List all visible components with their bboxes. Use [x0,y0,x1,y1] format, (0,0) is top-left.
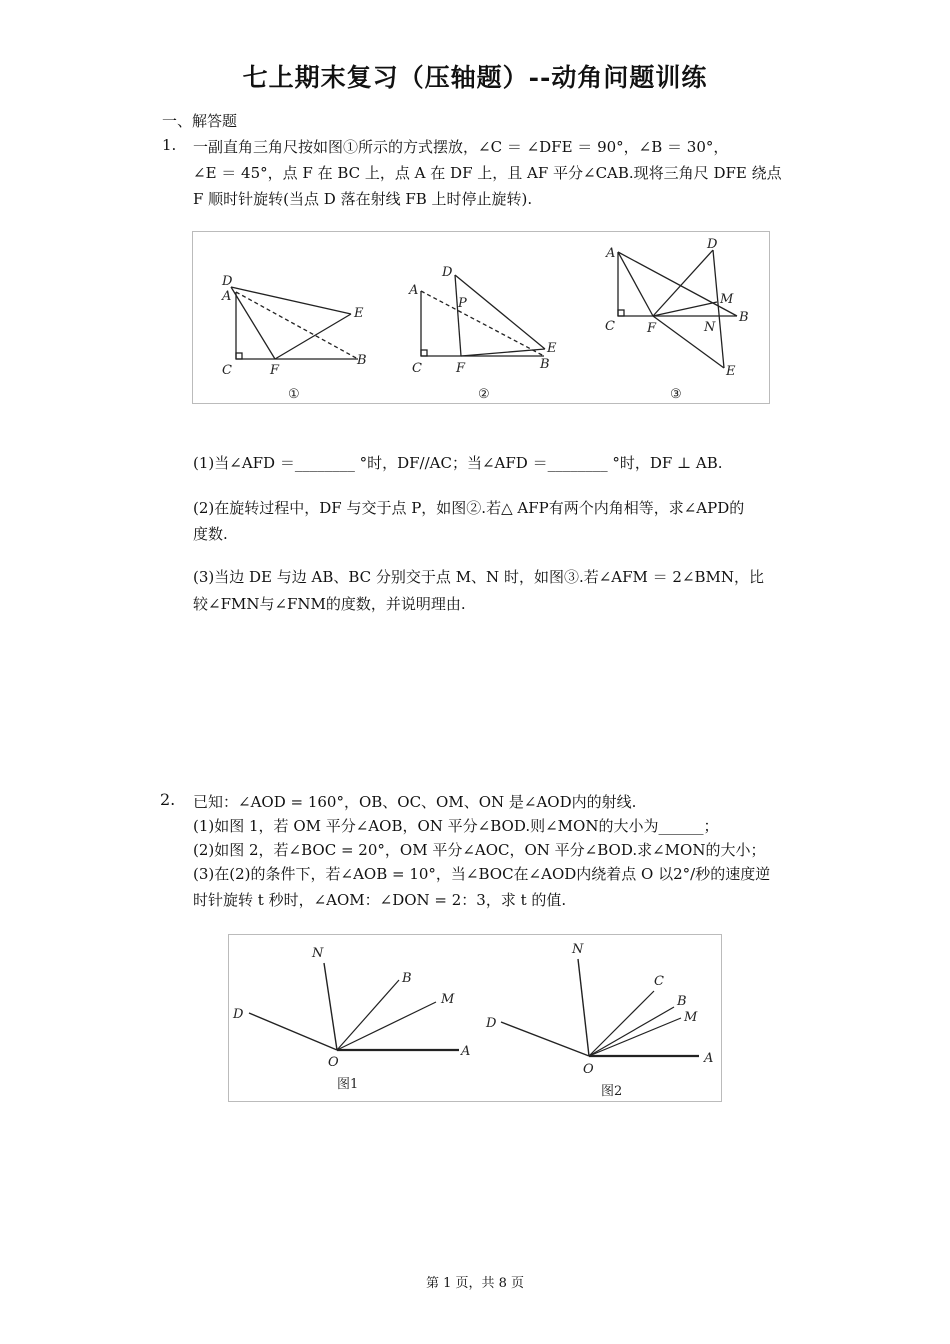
question-1-number: 1. [162,136,177,154]
d2-label-F: F [456,361,466,376]
question-1-figure [192,231,770,404]
f2-ray-ON [578,959,589,1056]
d3-label-F: F [647,321,657,336]
question-1-part-1: (1)当∠AFD ＝________ °时，DF//AC；当∠AFD ＝________ °时，DF ⊥ AB. [193,454,723,472]
d3-edge-FM [653,302,717,316]
f2-label-N: N [572,942,584,957]
f1-label-N: N [312,946,324,961]
question-2-line-1: 已知：∠AOD = 160°，OB、OC、OM、ON 是∠AOD内的射线. [193,793,637,811]
d2-right-angle [421,350,427,356]
d2-edge-AB [421,291,544,356]
d3-label-C: C [605,319,615,334]
d1-edge-DE [231,287,351,314]
d3-label-D: D [707,237,718,252]
ray-diagrams [229,935,721,1101]
d2-caption: ② [478,387,490,402]
d2-edge-FE [461,349,545,356]
question-1-line-3: F 顺时针旋转(当点 D 落在射线 FB 上时停止旋转). [193,190,533,208]
d1-edge-DF [231,287,275,359]
question-2-line-3: (2)如图 2，若∠BOC = 20°，OM 平分∠AOC，ON 平分∠BOD.求∠MON的大小； [193,841,766,859]
d3-label-B: B [739,310,749,325]
question-2-line-2: (1)如图 1，若 OM 平分∠AOB，ON 平分∠BOD.则∠MON的大小为______； [193,817,719,835]
f1-label-D: D [233,1007,244,1022]
triangle-diagrams [193,232,769,403]
f2-label-A: A [704,1051,714,1066]
d1-label-E: E [354,306,364,321]
d1-label-F: F [270,363,280,378]
d1-label-D: D [222,274,233,289]
d2-edge-DE [455,275,545,349]
d1-label-C: C [222,363,232,378]
f1-ray-OB [337,980,399,1050]
f1-caption: 图1 [337,1077,359,1092]
f2-label-B: B [677,994,687,1009]
question-1-part-2-line-1: (2)在旋转过程中，DF 与交于点 P，如图②.若△ AFP有两个内角相等，求∠APD的 [193,499,745,517]
d2-label-B: B [540,357,550,372]
figure-1 [249,963,459,1050]
question-2-line-5: 时针旋转 t 秒时，∠AOM：∠DON = 2：3，求 t 的值. [193,891,567,909]
d2-label-P: P [458,296,467,311]
f2-ray-OM [589,1018,681,1056]
page-footer: 第 1 页，共 8 页 [425,1276,525,1291]
f2-label-C: C [654,974,664,989]
f1-label-B: B [402,971,412,986]
question-2-figure [228,934,722,1102]
d2-edge-DF [455,275,461,356]
d1-label-B: B [357,353,367,368]
f1-label-O: O [328,1055,339,1070]
f2-ray-OD [501,1022,589,1056]
d3-label-N: N [704,320,716,335]
d2-label-D: D [442,265,453,280]
f2-label-D: D [486,1016,497,1031]
d3-edge-DE [713,250,724,368]
d3-right-angle [618,310,624,316]
question-1-part-3-line-1: (3)当边 DE 与边 AB、BC 分别交于点 M、N 时，如图③.若∠AFM ＝ 2∠BMN，比 [193,568,765,586]
d2-label-C: C [412,361,422,376]
section-heading: 一、解答题 [162,112,238,130]
question-1-part-3-line-2: 较∠FMN与∠FNM的度数，并说明理由. [193,595,466,613]
d1-caption: ① [288,387,300,402]
f1-label-A: A [461,1044,471,1059]
d3-edge-FD [653,250,713,316]
d1-label-A: A [222,289,232,304]
d3-label-E: E [726,364,736,379]
f2-caption: 图2 [601,1084,623,1099]
diagram-2 [421,275,545,356]
diagram-1 [231,287,358,359]
f2-ray-OB [589,1007,674,1056]
question-1-part-2-line-2: 度数. [193,525,228,543]
question-2-line-4: (3)在(2)的条件下，若∠AOB = 10°，当∠BOC在∠AOD内绕着点 O 以2°/秒的速度逆 [193,865,771,883]
d3-label-M: M [720,292,734,307]
d3-caption: ③ [670,387,682,402]
f2-label-M: M [684,1010,698,1025]
f1-ray-ON [324,963,337,1050]
f1-label-M: M [441,992,455,1007]
f2-label-O: O [583,1062,594,1077]
page-title: 七上期末复习（压轴题）--动角问题训练 [242,63,708,92]
question-1-line-2: ∠E ＝ 45°，点 F 在 BC 上，点 A 在 DF 上，且 AF 平分∠CAB.现将三角尺 DFE 绕点 [193,164,782,182]
question-2-number: 2. [160,790,176,809]
d1-right-angle [236,353,242,359]
f1-ray-OD [249,1013,337,1050]
d2-label-A: A [409,283,419,298]
f1-ray-OM [337,1002,436,1050]
d1-edge-FE [275,314,351,359]
d3-label-A: A [606,246,616,261]
question-1-line-1: 一副直角三角尺按如图①所示的方式摆放，∠C ＝ ∠DFE ＝ 90°，∠B ＝ 30°， [193,138,729,156]
diagram-3 [618,250,737,368]
figure-2 [501,959,699,1056]
d2-label-E: E [547,341,557,356]
